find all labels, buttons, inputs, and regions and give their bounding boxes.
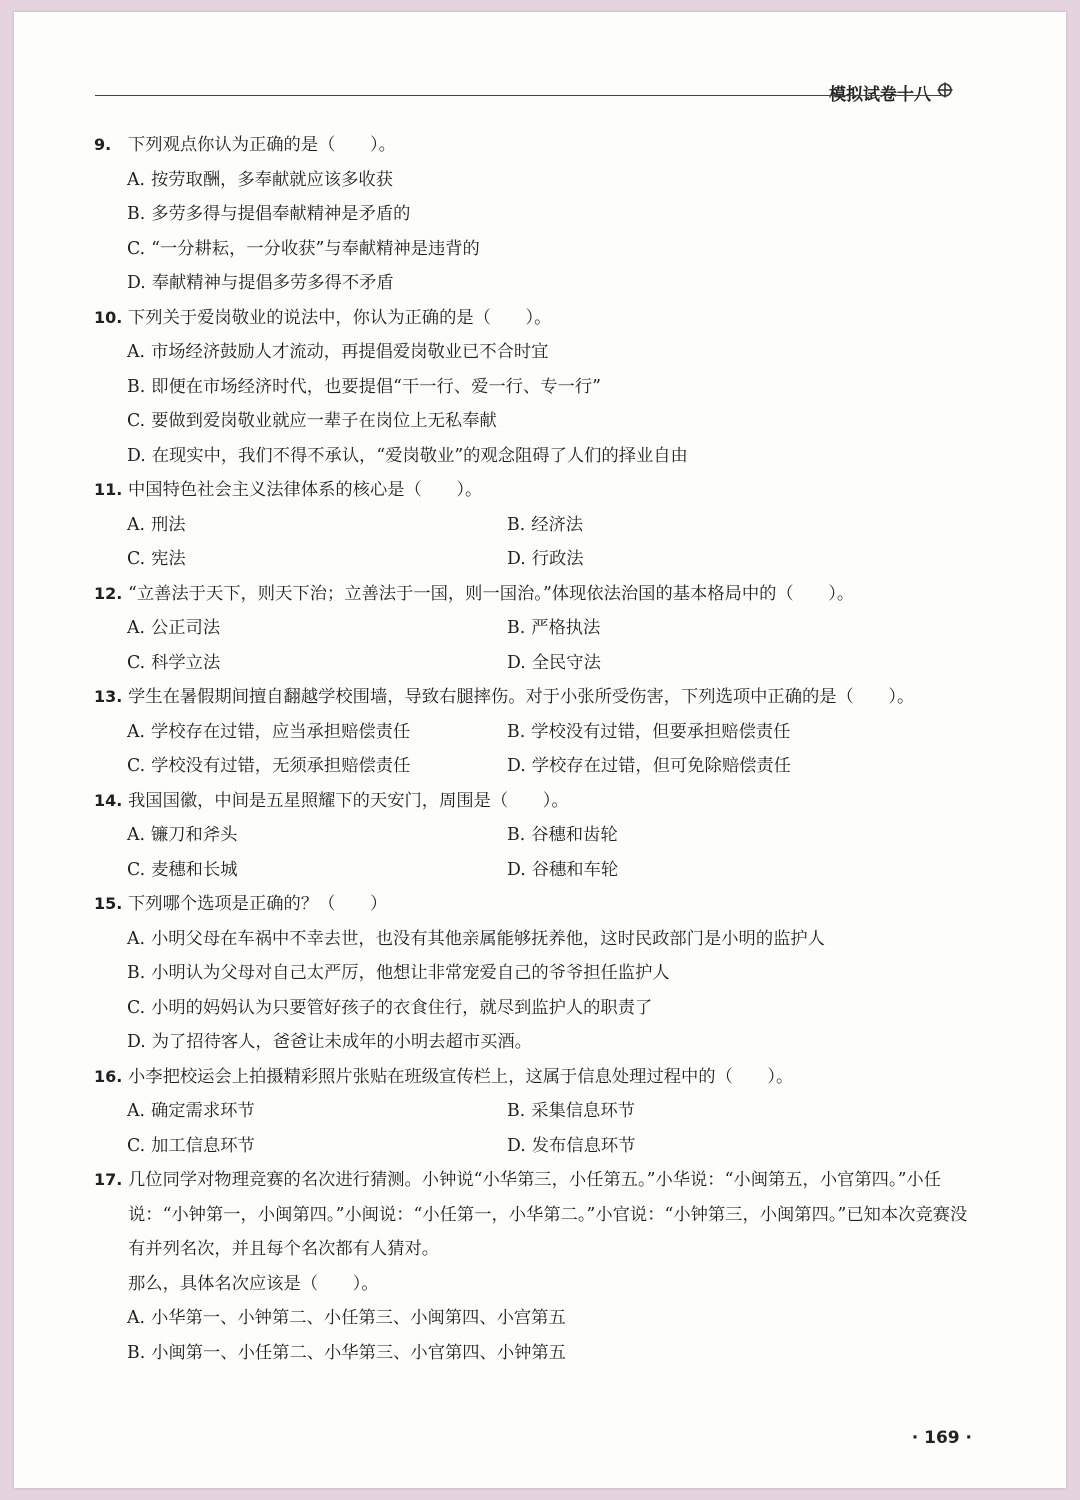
question-10 [94,301,974,474]
option-c: C. 学校没有过错，无须承担赔偿责任 [127,756,411,776]
option-b: B. 即便在市场经济时代，也要提倡“干一行、爱一行、专一行” [127,376,601,397]
question-stem: 我国国徽，中间是五星照耀下的天安门，周围是（ ）。 [128,790,569,811]
header-rule [95,95,941,96]
question-number: 9. [94,135,112,154]
question-17 [94,1163,974,1370]
header-title: 模拟试卷十八 [829,85,931,105]
question-stem: 下列关于爱岗敬业的说法中，你认为正确的是（ ）。 [128,307,552,328]
option-d: D. 奉献精神与提倡多劳多得不矛盾 [127,273,394,293]
option-c: C. 科学立法 [127,652,221,673]
option-a: A. 小华第一、小钟第二、小任第三、小闽第四、小宫第五 [127,1308,566,1328]
option-c: C. 小明的妈妈认为只要管好孩子的衣食住行，就尽到监护人的职责了 [127,997,653,1018]
question-number: 11. [94,480,123,499]
question-14 [94,784,974,888]
question-number: 13. [94,687,123,706]
question-stem: 学生在暑假期间擅自翻越学校围墙，导致右腿摔伤。对于小张所受伤害，下列选项中正确的是（ ）。 [128,687,915,707]
option-a: A. 确定需求环节 [127,1101,255,1121]
question-number: 15. [94,894,123,913]
option-c: C. 宪法 [127,549,186,569]
question-stem: 下列观点你认为正确的是（ ）。 [128,135,396,155]
question-12 [94,577,974,681]
option-c: C. 麦穗和长城 [127,859,238,880]
question-stem: “立善法于天下，则天下治；立善法于一国，则一国治。”体现依法治国的基本格局中的（ ）。 [128,583,855,604]
option-b: B. 小明认为父母对自己太严厉，他想让非常宠爱自己的爷爷担任监护人 [127,963,670,983]
option-d: D. 发布信息环节 [507,1135,636,1156]
question-stem: 中国特色社会主义法律体系的核心是（ ）。 [128,480,483,500]
question-list [94,128,974,1370]
question-15 [94,887,974,1060]
option-a: A. 按劳取酬，多奉献就应该多收获 [127,169,393,190]
question-number: 14. [94,790,123,810]
option-d: D. 谷穗和车轮 [507,859,619,880]
option-a: A. 公正司法 [127,618,221,638]
option-a: A. 刑法 [127,514,186,535]
option-d: D. 为了招待客人，爸爸让未成年的小明去超市买酒。 [127,1032,532,1052]
option-b: B. 多劳多得与提倡奉献精神是矛盾的 [127,204,411,224]
option-b: B. 采集信息环节 [507,1101,635,1121]
option-c: C. 要做到爱岗敬业就应一辈子在岗位上无私奉献 [127,411,497,431]
question-stem-continued: 那么，具体名次应该是（ ）。 [128,1273,379,1294]
option-b: B. 小闽第一、小任第二、小华第三、小官第四、小钟第五 [127,1342,566,1363]
question-number: 12. [94,583,123,603]
question-number: 10. [94,307,123,327]
option-c: C. 加工信息环节 [127,1135,255,1156]
option-a: A. 市场经济鼓励人才流动，再提倡爱岗敬业已不合时宜 [127,342,549,362]
option-d: D. 在现实中，我们不得不承认，“爱岗敬业”的观念阻碍了人们的择业自由 [127,445,688,466]
question-11 [94,473,974,577]
option-b: B. 学校没有过错，但要承担赔偿责任 [507,721,791,742]
option-c: C. “一分耕耘，一分收获”与奉献精神是违背的 [127,238,480,259]
option-a: A. 小明父母在车祸中不幸去世，也没有其他亲属能够抚养他，这时民政部门是小明的监护人 [127,928,825,949]
question-16 [94,1060,974,1164]
option-d: D. 行政法 [507,549,584,569]
question-number: 16. [94,1066,123,1086]
option-b: B. 谷穗和齿轮 [507,825,618,845]
option-b: B. 严格执法 [507,618,601,638]
option-d: D. 全民守法 [507,652,601,673]
page-number: · 169 · [911,1428,972,1448]
question-stem: 小李把校运会上拍摄精彩照片张贴在班级宣传栏上，这属于信息处理过程中的（ ）。 [128,1066,794,1087]
option-d: D. 学校存在过错，但可免除赔偿责任 [507,756,791,776]
option-a: A. 学校存在过错，应当承担赔偿责任 [127,721,411,742]
question-13 [94,680,974,784]
question-stem: 下列哪个选项是正确的？（ ） [128,894,388,914]
question-number: 17. [94,1170,123,1189]
question-9 [94,128,974,301]
question-stem: 几位同学对物理竞赛的名次进行猜测。小钟说“小华第三，小任第五。”小华说：“小闽第五，小官第四。”小任说：“小钟第一，小闽第四。”小闽说：“小任第一，小华第二。”小官说：“小钟第三，小闽第四。”已知本次竞赛没有并列名次，并且每个名次都有人猜对。 [128,1170,968,1259]
option-a: A. 镰刀和斧头 [127,825,238,845]
option-b: B. 经济法 [507,514,584,535]
